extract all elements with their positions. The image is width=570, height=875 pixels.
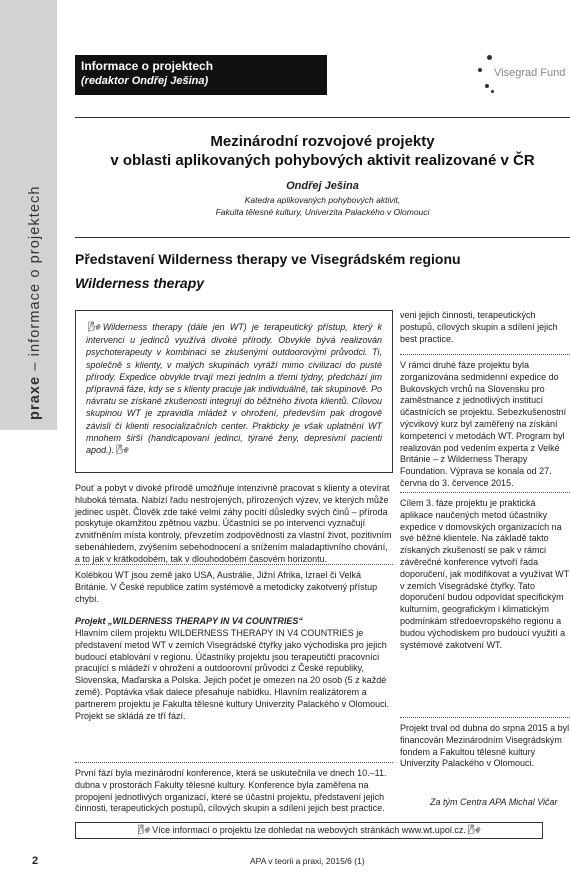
author-affiliation-2: Fakulta tělesné kultury, Univerzita Palackého v Olomouci	[215, 207, 430, 217]
wind-icon: 🌬	[116, 445, 129, 457]
paragraph-4: První fází byla mezinárodní konference, která se uskutečnila ve dnech 10.–11. dubna v prostorách Fakulty tělesné kultury. Konference byla zaměřena na propojení jednotlivých organizací, které se účastní projektu, představení jejich činnosti, terapeutických postupů, cílových skupin a sdílení jejich best practice.	[75, 768, 387, 814]
article-title-line2: v oblasti aplikovaných pohybových aktivit realizované v ČR	[110, 152, 535, 169]
intro-box	[75, 310, 393, 473]
dotted-separator	[75, 762, 393, 763]
dotted-separator	[400, 354, 570, 355]
paragraph-1: Pouť a pobyt v divoké přírodě umožňuje intenzivně pracovat s klienty a otevírat hluboká témata. Nabízí řadu nestrojených, přirozených výzev, ve kterých může jedinec uspět. Člověk zde také velmi záhy pocítí důsledky svých činů – příroda poskytuje okamžitou zpětnou vazbu. Účastníci se po intervenci vyznačují zvnitřněním místa kontroly, převzetím zodpovědnosti za vlastní život, pozitivním sebenáhledem, zvýšením sebehodnocení a snížením maladaptivního chování, a to jak v krátkodobém, tak v dlouhodobém časovém horizontu.	[75, 483, 392, 564]
right-paragraph-4: Projekt trval od dubna do srpna 2015 a byl financován Mezinárodním Visegrádským fondem a Fakultou tělesné kultury Univerzity Palackého v Olomouci.	[400, 723, 570, 769]
dotted-separator	[400, 492, 570, 493]
intro-box-text: Wilderness therapy (dále jen WT) je terapeutický přístup, který k intervenci u jedinců využívá divoké přírody. Obvykle bývá realizován psychoterapeuty v kombinaci se zkušenými outdoorovými průvodci. Ti, společně s klienty, v malých skupinách vyráží mimo civilizaci do pusté přírody. Expedice obvykle trvají mezi jedním a třemi týdny, předchází jim přípravná fáze, kdy se s klienty pracuje jak individuálně, tak skupinově. Po návratu se získané zkušenosti integrují do běžného života klientů. Cílovou skupinou WT je zpravidla mládež v ohrožení, především pak drogově závislí či klienti resocializačních center. Prakticky je však uplatnění WT mnohem širší (handicapovaní jedinci, týrané ženy, depresivní pacienti apod.).	[86, 322, 382, 456]
visegrad-fund-logo	[470, 52, 570, 102]
logo-dot	[491, 90, 494, 93]
right-paragraph-3: Cílem 3. fáze projektu je praktická aplikace naučených metod účastníky expedice v domovských organizacích na své běžné klientele. Na základě takto získaných zkušeností se pak v rámci závěrečné konference vytvoří řada doporučení, jak modifikovat a využívat WT v zemích Visegrádské čtyřky. Tato doporučení budou odpovídat specifickým kulturním, geografickým i klimatickým podmínkám středoevropského regionu a budou východiskem pro budoucí využití a systémové zakotvení WT.	[400, 498, 569, 650]
section-subheading: Wilderness therapy	[75, 275, 205, 291]
dotted-separator	[400, 717, 570, 718]
wind-icon: 🌬	[467, 825, 481, 836]
logo-dot	[485, 84, 489, 88]
wind-icon: 🌬	[88, 322, 101, 333]
page-number: 2	[32, 855, 39, 867]
header-title: Informace o projektech	[81, 59, 214, 73]
header-editor: (redaktor Ondřej Ješina)	[81, 75, 209, 87]
dotted-separator	[75, 564, 393, 565]
top-rule	[75, 117, 570, 118]
logo-dot	[478, 68, 482, 72]
signature: Za tým Centra APA Michal Vičar	[430, 797, 558, 807]
journal-citation: APA v teorii a praxi, 2015/6 (1)	[250, 856, 365, 866]
wind-icon: 🌬	[137, 825, 151, 836]
header-box	[75, 55, 327, 95]
section-label-dash: –	[27, 356, 43, 376]
more-info-box	[75, 822, 543, 839]
section-label-strong: praxe	[27, 375, 43, 420]
paragraph-3: Hlavním cílem projektu WILDERNESS THERAPY IN V4 COUNTRIES je představení metod WT v zemích Visegrádské čtyřky jako východiska pro jejich budoucí etablování v regionu. Účastníky projektu jsou terapeutičtí pracovníci pracující s mládeží v ohrožení a outdoorovní průvodci z České republiky, Slovenska, Maďarska a Polska. Jejich počet je omezen na 20 osob (5 z každé země). Poptávka však dalece přesahuje nabídku. Hlavním realizátorem a partnerem projektu je Fakulta tělesné kultury Univerzity Palackého v Olomouci. Projekt se skládá ze tří fází.	[75, 628, 390, 721]
right-paragraph-2: V rámci druhé fáze projektu byla zorganizována sedmidenní expedice do Bukovských vrchů na Slovensku pro zaměstnance z jednotlivých institucí účastnících se projektu. Sebezkušenostní výcvikový kurz byl zaměřený na získání kompetencí v metodách WT. Program byl realizován pod vedením experta z Velké Británie – z Wilderness Therapy Foundation. Výprava se konala od 27. června do 3. července 2015.	[400, 360, 567, 488]
author-affiliation-1: Katedra aplikovaných pohybových aktivit,	[244, 195, 401, 205]
section-heading: Představení Wilderness therapy ve Visegrádském regionu	[75, 251, 461, 267]
mid-rule	[75, 237, 570, 238]
article-title-line1: Mezinárodní rozvojové projekty	[210, 133, 435, 150]
author-name: Ondřej Ješina	[286, 180, 359, 192]
more-info-text: Více informací o projektu lze dohledat na webových stránkách www.wt.upol.cz.	[152, 825, 466, 835]
project-heading-text: Projekt „WILDERNESS THERAPY IN V4 COUNTRIES“	[75, 616, 303, 626]
logo-dot	[487, 55, 492, 60]
section-label-vertical	[27, 185, 43, 420]
logo-text: Visegrad Fund	[494, 67, 566, 79]
paragraph-2: Kolébkou WT jsou země jako USA, Austrálie, Jižní Afrika, Izrael či Velká Británie. V České republice zatím systémově a metodicky zakotvený přístup chybí.	[75, 570, 378, 604]
project-heading	[75, 616, 393, 628]
section-label-light: informace o projektech	[27, 185, 43, 357]
right-paragraph-1: veni jejich činnosti, terapeutických postupů, cílových skupin a sdílení jejich best practice.	[400, 310, 558, 344]
